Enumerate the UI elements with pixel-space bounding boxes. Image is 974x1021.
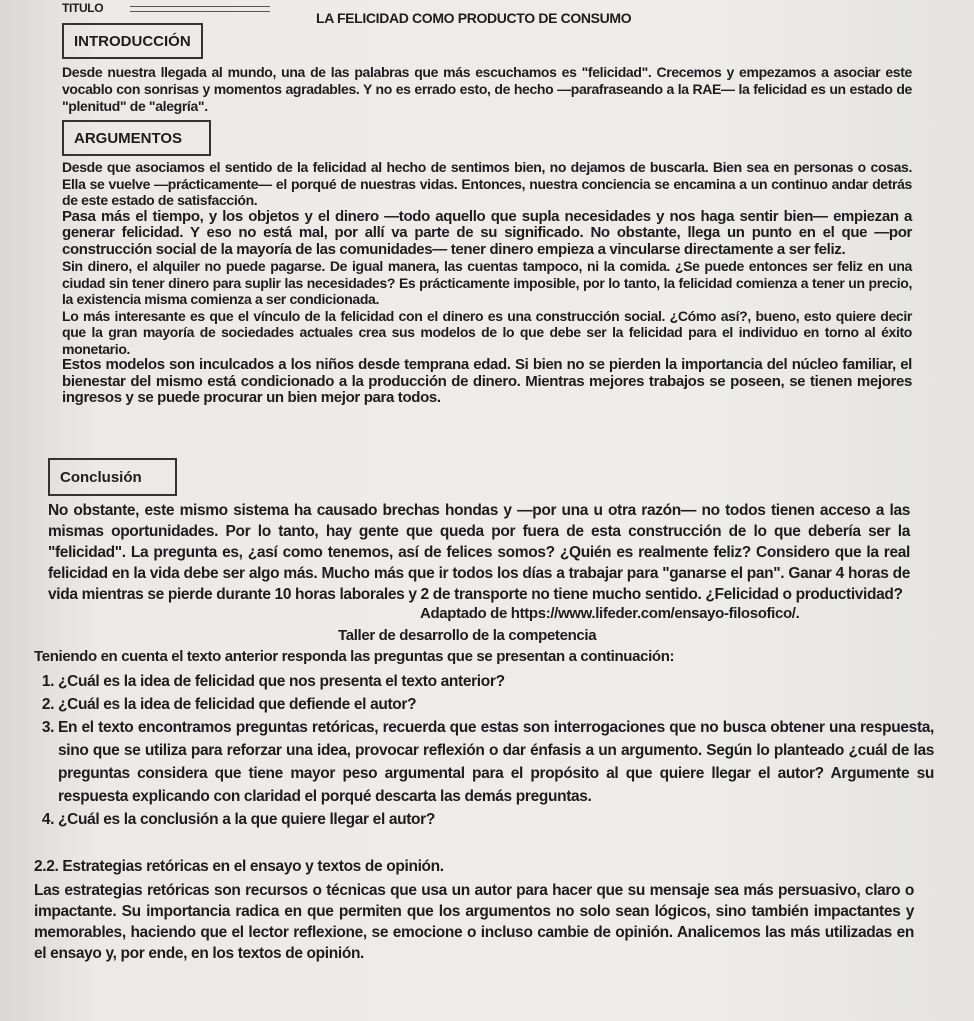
source-citation: Adaptado de https://www.lifeder.com/ensayo-filosofico/. [420, 605, 800, 622]
section-heading: 2.2. Estrategias retóricas en el ensayo y textos de opinión. [34, 858, 444, 875]
section-text: Las estrategias retóricas son recursos o técnicas que usa un autor para hacer que su mensaje sea más persuasivo, claro o impactante. Su importancia radica en que permiten que los argumentos no solo sean lógicos, sino también impactantes y memorables, haciendo que el lector reflexione, se emocione o incluso cambie de opinión. Analicemos las más utilizadas en el ensayo y, por ende, en los textos de opinión. [34, 882, 914, 962]
question-item: 4. ¿Cuál es la conclusión a la que quiere llegar el autor? [58, 808, 934, 831]
paragraph: Sin dinero, el alquiler no puede pagarse. De igual manera, las cuentas tampoco, ni la comida. ¿Se puede entonces ser feliz en una ciudad sin tener dinero para suplir las necesidades? Es prácticamente imposible, por lo tanto, la felicidad comienza a tener un precio, la existencia misma comienza a ser condicionada. [62, 258, 912, 307]
paragraph: Lo más interesante es que el vínculo de la felicidad con el dinero es una construcción social. ¿Cómo así?, bueno, esto quiere decir que la gran mayoría de sociedades actuales crea sus modelos de lo que debe ser la felicidad para el individuo en torno al éxito monetario. [62, 307, 912, 357]
title-label: TITULO [62, 1, 104, 15]
intro-text: Desde nuestra llegada al mundo, una de las palabras que más escuchamos es "felicidad". Crecemos y empezamos a asociar este vocablo con sonrisas y momentos agradables. Y no es errado esto, de hecho —parafraseando a la RAE— la felicidad es un estado de "plenitud" de "alegría". [62, 64, 912, 114]
question-item: 2. ¿Cuál es la idea de felicidad que defiende el autor? [58, 693, 934, 716]
question-item: 1. ¿Cuál es la idea de felicidad que nos presenta el texto anterior? [58, 670, 934, 693]
argumentos-text [62, 159, 912, 407]
conclusion-text: No obstante, este mismo sistema ha causado brechas hondas y —por una u otra razón— no todos tienen acceso a las mismas oportunidades. Por lo tanto, hay gente que queda por fuera de esta construcción de lo que debería ser la "felicidad". La pregunta es, ¿así como tenemos, así de felices somos? ¿Quién es realmente feliz? Considero que la real felicidad en la vida debe ser algo más. Mucho más que ir todos los días a trabajar para "ganarse el pan". Ganar 4 horas de vida mientras se pierde durante 10 horas laborales y 2 de transporte no tiene mucho sentido. ¿Felicidad o productividad? [48, 502, 910, 603]
intro-heading: INTRODUCCIÓN [62, 23, 203, 59]
paragraph: Pasa más el tiempo, y los objetos y el dinero —todo aquello que supla necesidades y nos haga sentir bien— empiezan a generar felicidad. Y eso no está mal, por allí va parte de su significado. No obstante, llega un punto en el que —por construcción social de la mayoría de las comunidades— tener dinero empieza a vincularse directamente a ser feliz. [62, 207, 912, 258]
document-title: LA FELICIDAD COMO PRODUCTO DE CONSUMO [316, 10, 632, 26]
conclusion-heading: Conclusión [48, 458, 177, 496]
taller-instruction: Teniendo en cuenta el texto anterior responda las preguntas que se presentan a continuación: [34, 648, 675, 665]
question-list [36, 670, 934, 831]
question-item: 3. En el texto encontramos preguntas retóricas, recuerda que estas son interrogaciones que no busca obtener una respuesta, sino que se utiliza para reforzar una idea, provocar reflexión o dar énfasis a un argumento. Según lo planteado ¿cuál de las preguntas considera que tiene mayor peso argumental para el propósito al que quiere llegar el autor? Argumente su respuesta explicando con claridad el porqué descarta las demás preguntas. [58, 716, 934, 808]
taller-title: Taller de desarrollo de la competencia [338, 627, 597, 644]
paragraph: Desde que asociamos el sentido de la felicidad al hecho de sentimos bien, no dejamos de buscarla. Bien sea en personas o cosas. Ella se vuelve —prácticamente— el porqué de nuestras vidas. Entonces, nuestra conciencia se encamina a un continuo andar detrás de este estado de satisfacción. [62, 159, 912, 208]
paragraph: Estos modelos son inculcados a los niños desde temprana edad. Si bien no se pierden la importancia del núcleo familiar, el bienestar del mismo está condicionado a la producción de dinero. Mientras mejores trabajos se poseen, se tienen mejores ingresos y se puede procurar un bien mejor para todos. [62, 356, 912, 406]
arrow-icon [130, 6, 270, 12]
argumentos-heading: ARGUMENTOS [62, 120, 211, 156]
